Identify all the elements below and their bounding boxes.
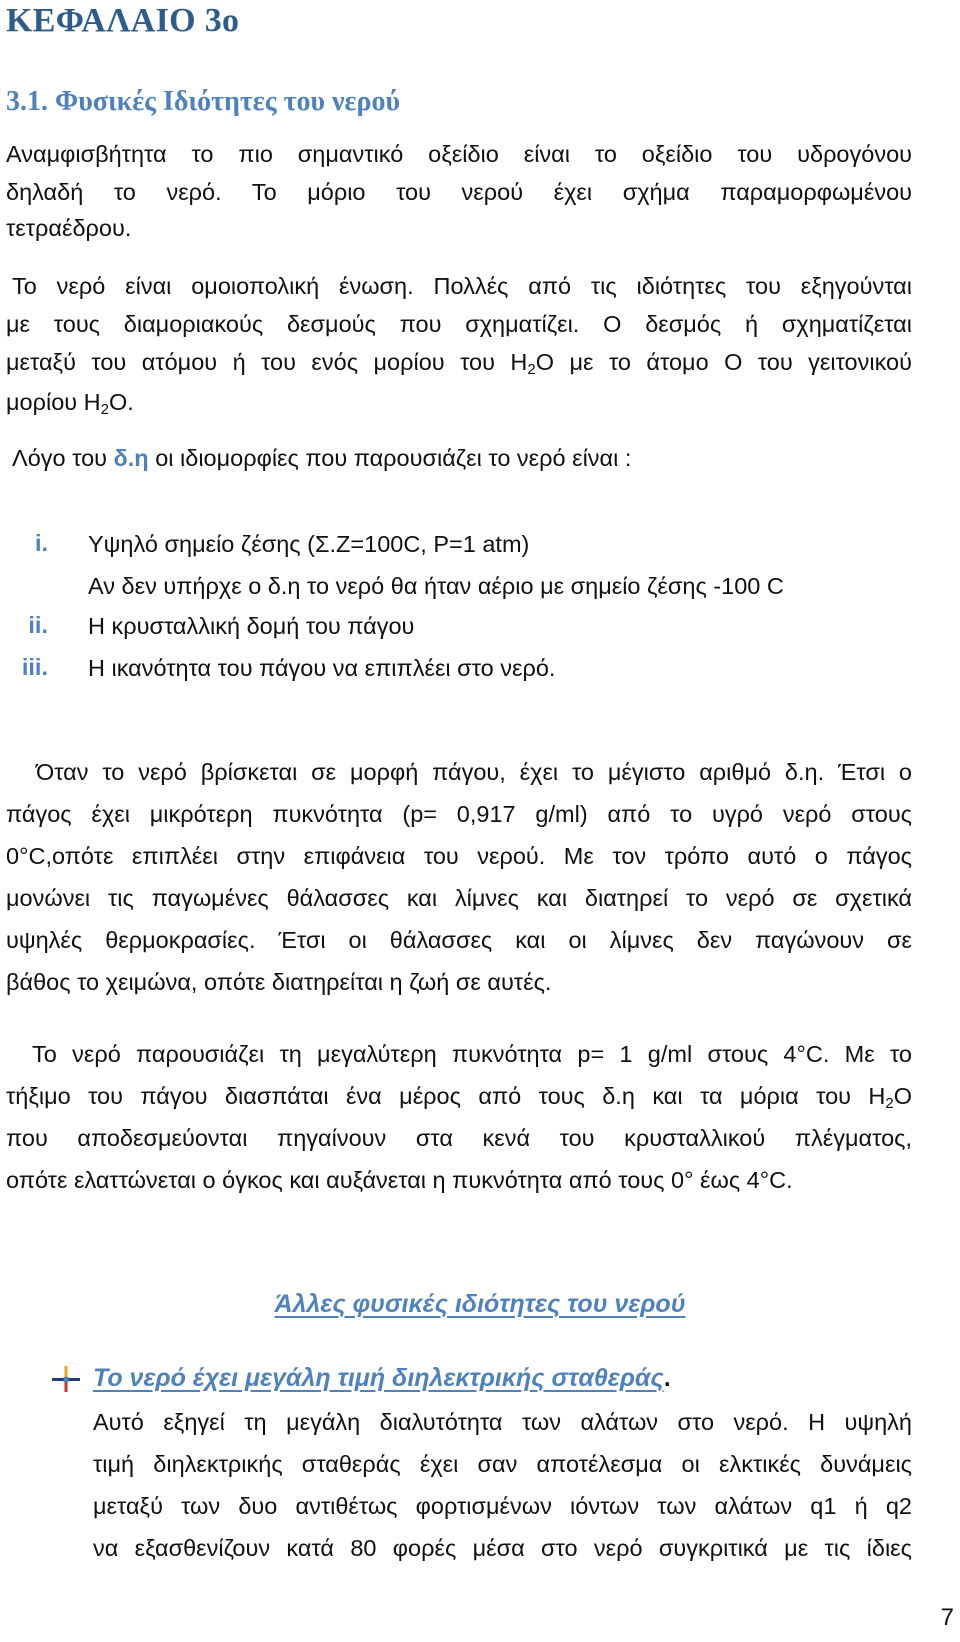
ice-line: πάγος έχει μικρότερη πυκνότητα (p= 0,917 g/ml) από το υγρό νερό στους [6,801,912,827]
density-line-4: οπότε ελαττώνεται ο όγκος και αυξάνεται η πυκνότητα από τους 0° έως 4°C. [6,1167,793,1193]
intro-line-1: Αναμφισβήτητα το πιο σημαντικό οξείδιο είναι το οξείδιο του υδρογόνου [6,141,912,167]
covalent-line-3-text-b: O με το άτομο O του γειτονικού [535,349,912,375]
reasons-line [12,444,631,472]
chapter-title: ΚΕΦΑΛΑΙΟ 3ο [6,2,240,39]
section-title: 3.1. Φυσικές Ιδιότητες του νερού [6,86,401,117]
covalent-line-4-text-b: O. [108,389,134,415]
list-item: Η ικανότητα του πάγου να επιπλέει στο νερό. [88,655,556,681]
density-line-2 [6,1082,912,1110]
list-item-continuation: Αν δεν υπήρχε ο δ.η το νερό θα ήταν αέριο με σημείο ζέσης -100 C [88,573,784,599]
covalent-line-1: Το νερό είναι ομοιοπολική ένωση. Πολλές από τις ιδιότητες του εξηγούνται [12,273,912,299]
reasons-highlight: δ.η [113,445,149,471]
other-properties-heading: Άλλες φυσικές ιδιότητες του νερού [274,1290,686,1318]
dielectric-heading-dot: . [663,1364,671,1392]
list-marker: i. [34,530,48,556]
subscript: 2 [100,401,109,418]
reasons-prefix: Λόγο του [12,445,114,471]
covalent-line-3 [6,348,912,376]
ice-line: υψηλές θερμοκρασίες. Έτσι οι θάλασσες και οι λίμνες δεν παγώνουν σε [6,927,912,953]
page-number: 7 [940,1604,954,1631]
list-item: Η κρυσταλλική δομή του πάγου [88,613,415,639]
density-line-3: που αποδεσμεύονται πηγαίνουν στα κενά του κρυσταλλικού πλέγματος, [6,1125,912,1151]
ice-line: 0°C,οπότε επιπλέει στην επιφάνεια του νερού. Με τον τρόπο αυτό ο πάγος [6,843,912,869]
ice-line: βάθος το χειμώνα, οπότε διατηρείται η ζωή σε αυτές. [6,969,552,995]
dielectric-line: Αυτό εξηγεί τη μεγάλη διαλυτότητα των αλάτων στο νερό. Η υψηλή [93,1409,912,1435]
dielectric-line: να εξασθενίζουν κατά 80 φορές μέσα στο νερό συγκριτικά με τις ίδιες [93,1535,912,1561]
subscript: 2 [527,361,536,378]
dielectric-line: τιμή διηλεκτρικής σταθεράς έχει σαν αποτέλεσμα οι ελκτικές δυνάμεις [93,1451,912,1477]
density-line-2-text-b: O [893,1083,912,1109]
ice-line: μονώνει τις παγωμένες θάλασσες και λίμνες και διατηρεί το νερό σε σχετικά [6,885,912,911]
dielectric-heading-text: Το νερό έχει μεγάλη τιμή διηλεκτρικής σταθεράς [93,1364,664,1392]
reasons-suffix: οι ιδιομορφίες που παρουσιάζει το νερό είναι : [148,445,632,471]
list-marker: iii. [21,654,48,680]
ice-line: Όταν το νερό βρίσκεται σε μορφή πάγου, έχει το μέγιστο αριθμό δ.η. Έτσι ο [36,759,912,785]
dielectric-line: μεταξύ των δυο αντιθέτως φορτισμένων ιόντων των αλάτων q1 ή q2 [93,1493,912,1519]
bullet-plus-icon [52,1366,80,1392]
density-line-2-text-a: τήξιμο του πάγου διασπάται ένα μέρος από τους δ.η και τα μόρια του H [6,1083,886,1109]
covalent-line-4 [6,388,134,416]
covalent-line-3-text-a: μεταξύ του ατόμου ή του ενός μορίου του H [6,349,528,375]
subscript: 2 [885,1095,894,1112]
intro-line-2: δηλαδή το νερό. Το μόριο του νερού έχει σχήμα παραμορφωμένου [6,179,912,205]
covalent-line-2: με τους διαμοριακούς δεσμούς που σχηματίζει. Ο δεσμός ή σχηματίζεται [6,311,912,337]
intro-line-3: τετραέδρου. [6,215,132,241]
list-marker: ii. [28,612,48,638]
density-line-1: Το νερό παρουσιάζει τη μεγαλύτερη πυκνότητα p= 1 g/ml στους 4°C. Με το [32,1041,912,1067]
list-item: Υψηλό σημείο ζέσης (Σ.Ζ=100C, P=1 atm) [88,531,530,557]
covalent-line-4-text-a: μορίου H [6,389,101,415]
dielectric-heading [93,1364,671,1393]
